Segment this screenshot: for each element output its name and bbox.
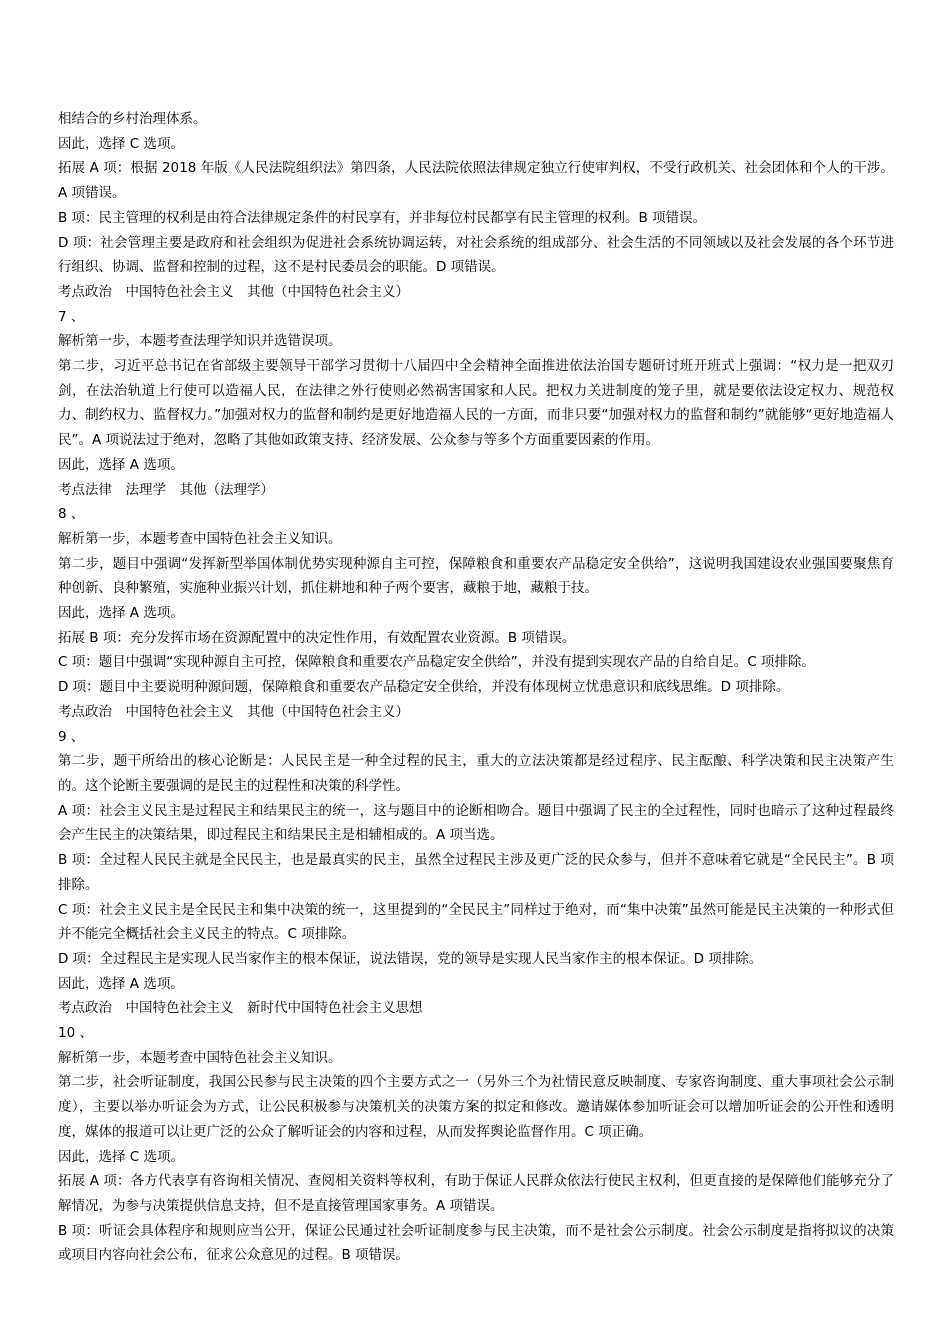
question-number: 8 、: [58, 506, 85, 523]
question-number: 9 、: [58, 728, 85, 745]
text-paragraph: 因此，选择 A 选项。: [58, 975, 184, 992]
text-paragraph: 因此，选择 C 选项。: [58, 1148, 185, 1165]
topic-line: 考点政治 中国特色社会主义 新时代中国特色社会主义思想: [58, 1000, 423, 1017]
text-paragraph: 解析第一步，本题考查法理学知识并选错误项。: [58, 333, 342, 350]
text-paragraph: 因此，选择 C 选项。: [58, 135, 185, 152]
text-paragraph: 拓展 B 项：充分发挥市场在资源配置中的决定性作用，有效配置农业资源。B 项错误。: [58, 629, 576, 646]
text-paragraph: D 项：社会管理主要是政府和社会组织为促进社会系统协调运转，对社会系统的组成部分、社会生活的不同领域以及社会发展的各个环节进行组织、协调、监督和控制的过程，这不是村民委员会的职能。D 项错误。: [58, 234, 894, 276]
text-paragraph: 因此，选择 A 选项。: [58, 605, 184, 622]
question-number: 7 、: [58, 308, 85, 325]
text-paragraph: A 项：社会主义民主是过程民主和结果民主的统一，这与题目中的论断相吻合。题目中强调了民主的全过程性，同时也暗示了这种过程最终会产生民主的决策结果，即过程民主和结果民主是相辅相成的。A 项当选。: [58, 802, 894, 844]
text-paragraph: 解析第一步，本题考查中国特色社会主义知识。: [58, 1049, 342, 1066]
text-paragraph: D 项：题目中主要说明种源问题，保障粮食和重要农产品稳定安全供给，并没有体现树立忧患意识和底线思维。D 项排除。: [58, 679, 790, 696]
document-page: [58, 107, 894, 1268]
text-paragraph: 第二步，题目中强调“发挥新型举国体制优势实现种源自主可控，保障粮食和重要农产品稳定安全供给”，这说明我国建设农业强国要聚焦育种创新、良种繁殖，实施种业振兴计划，抓住耕地和种子两个要害，藏粮于地，藏粮于技。: [58, 555, 894, 597]
text-paragraph: B 项：全过程人民民主就是全民民主，也是最真实的民主，虽然全过程民主涉及更广泛的民众参与，但并不意味着它就是“全民民主”。B 项排除。: [58, 852, 894, 893]
topic-line: 考点政治 中国特色社会主义 其他（中国特色社会主义）: [58, 703, 409, 720]
text-paragraph: C 项：社会主义民主是全民民主和集中决策的统一，这里提到的“全民民主”同样过于绝对，而“集中决策”虽然可能是民主决策的一种形式但并不能完全概括社会主义民主的特点。C 项排除。: [58, 901, 894, 943]
text-paragraph: B 项：民主管理的权利是由符合法律规定条件的村民享有，并非每位村民都享有民主管理的权利。B 项错误。: [58, 209, 707, 226]
text-paragraph: 拓展 A 项：各方代表享有咨询相关情况、查阅相关资料等权利，有助于保证人民群众依法行使民主权利，但更直接的是保障他们能够充分了解情况，为参与决策提供信息支持，但不是直接管理国家事务。A 项错误。: [58, 1173, 894, 1214]
text-paragraph: 解析第一步，本题考查中国特色社会主义知识。: [58, 530, 342, 547]
text-paragraph: 相结合的乡村治理体系。: [58, 111, 207, 127]
text-paragraph: 第二步，题干所给出的核心论断是：人民民主是一种全过程的民主，重大的立法决策都是经过程序、民主酝酿、科学决策和民主决策产生的。这个论断主要强调的是民主的过程性和决策的科学性。: [58, 753, 894, 794]
text-paragraph: B 项：听证会具体程序和规则应当公开，保证公民通过社会听证制度参与民主决策，而不是社会公示制度。社会公示制度是指将拟议的决策或项目内容向社会公布，征求公众意见的过程。B 项错误。: [58, 1222, 894, 1264]
topic-line: 考点法律 法理学 其他（法理学）: [58, 481, 274, 498]
question-number: 10 、: [58, 1025, 93, 1042]
text-paragraph: 拓展 A 项：根据 2018 年版《人民法院组织法》第四条，人民法院依照法律规定独立行使审判权，不受行政机关、社会团体和个人的干涉。A 项错误。: [58, 160, 894, 202]
text-paragraph: 因此，选择 A 选项。: [58, 456, 184, 473]
text-paragraph: C 项：题目中强调“实现种源自主可控，保障粮食和重要农产品稳定安全供给”，并没有提到实现农产品的自给自足。C 项排除。: [58, 654, 815, 671]
text-paragraph: 第二步，习近平总书记在省部级主要领导干部学习贯彻十八届四中全会精神全面推进依法治国专题研讨班开班式上强调：“权力是一把双刃剑，在法治轨道上行使可以造福人民，在法律之外行使则必然祸害国家和人民。把权力关进制度的笼子里，就是要依法设定权力、规范权力、制约权力、监督权力。”加强对权力的监督和制约是更好地造福人民的一方面，而非只要“加强对权力的监督和制约”就能够“更好地造福人民”。A 项说法过于绝对，忽略了其他如政策支持、经济发展、公众参与等多个方面重要因素的作用。: [58, 358, 894, 449]
text-paragraph: 第二步，社会听证制度，我国公民参与民主决策的四个主要方式之一（另外三个为社情民意反映制度、专家咨询制度、重大事项社会公示制度），主要以举办听证会为方式，让公民积极参与决策机关的决策方案的拟定和修改。邀请媒体参加听证会可以增加听证会的公开性和透明度，媒体的报道可以让更广泛的公众了解听证会的内容和过程，从而发挥舆论监督作用。C 项正确。: [58, 1074, 894, 1140]
text-paragraph: D 项：全过程民主是实现人民当家作主的根本保证，说法错误，党的领导是实现人民当家作主的根本保证。D 项排除。: [58, 950, 763, 967]
topic-line: 考点政治 中国特色社会主义 其他（中国特色社会主义）: [58, 283, 409, 300]
